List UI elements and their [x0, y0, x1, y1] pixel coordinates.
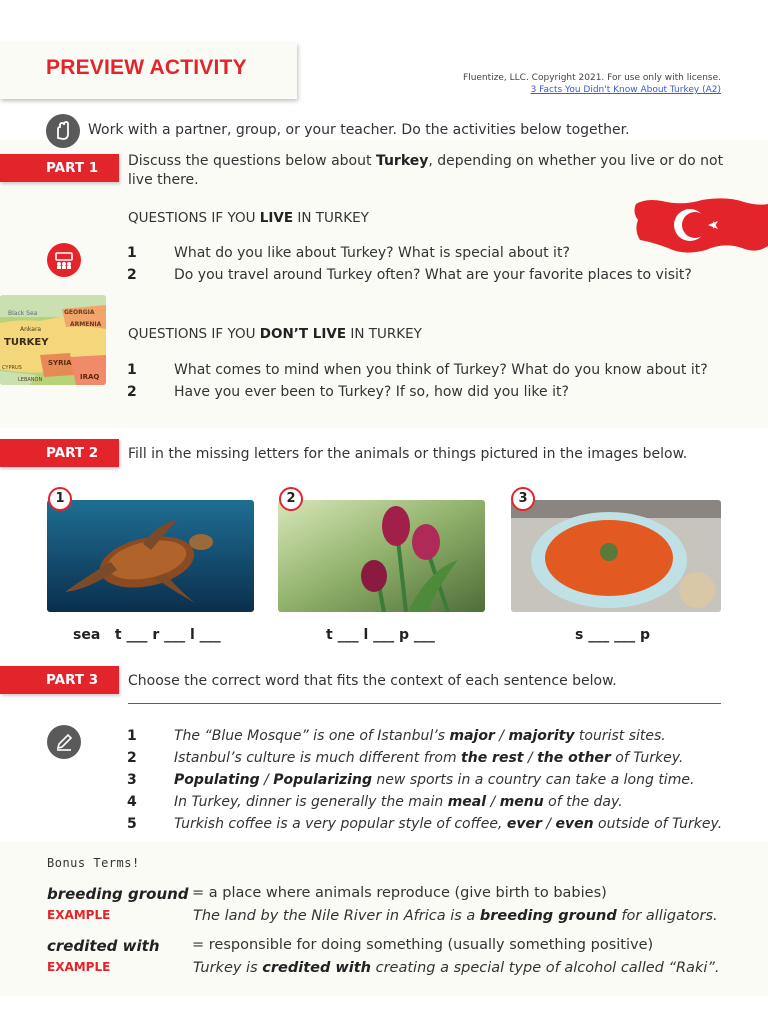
part3-instructions: Choose the correct word that fits the context of each sentence below. [128, 673, 617, 689]
choice-a[interactable]: major [449, 728, 495, 744]
copyright-text: Fluentize, LLC. Copyright 2021. For use only with license. [463, 73, 721, 83]
sentence-post: of the day. [543, 794, 623, 810]
choice-b[interactable]: majority [508, 728, 575, 744]
bonus-example-term: breeding ground [479, 908, 617, 924]
dont-q1-num: 1 [127, 362, 137, 378]
sentence-post: tourist sites. [574, 728, 666, 744]
item3-number-badge: 3 [511, 487, 535, 511]
bonus-definition-1: = a place where animals reproduce (give birth to babies) [192, 885, 607, 901]
part1-instr-post: , depending on whether you live or do not [428, 153, 724, 169]
dont-heading-pre: QUESTIONS IF YOU [128, 326, 260, 342]
sentence-post: outside of Turkey. [593, 816, 723, 832]
copyright-block [463, 72, 721, 96]
bonus-example-pre: The land by the Nile River in Africa is a [193, 908, 480, 924]
soup-image [511, 500, 721, 612]
bonus-example-label-1: EXAMPLE [47, 908, 111, 922]
choice-a[interactable]: Populating [174, 772, 260, 788]
map-label-iraq: IRAQ [80, 373, 100, 381]
map-label-armenia: ARMENIA [70, 321, 102, 328]
map-label-black-sea: Black Sea [8, 310, 38, 317]
turkey-map-image [0, 295, 106, 385]
part1-instructions [128, 152, 723, 190]
dont-q2-num: 2 [127, 384, 137, 400]
part1-instr-pre: Discuss the questions below about [128, 153, 376, 169]
sentence-number: 1 [127, 728, 137, 744]
bonus-example-post: creating a special type of alcohol called “Raki”. [371, 960, 720, 976]
choice-separator: / [541, 816, 556, 832]
dont-q1-text: What comes to mind when you think of Turkey? What do you know about it? [174, 362, 708, 378]
bonus-heading: Bonus Terms! [47, 856, 140, 870]
group-discussion-icon [47, 243, 81, 277]
live-q1-text: What do you like about Turkey? What is special about it? [174, 245, 570, 261]
choice-separator: / [486, 794, 500, 810]
choice-b[interactable]: Popularizing [273, 772, 372, 788]
bonus-example-pre: Turkey is [193, 960, 263, 976]
part1-instr-line2: live there. [128, 172, 199, 188]
live-q2-text: Do you travel around Turkey often? What are your favorite places to visit? [174, 267, 692, 283]
bonus-example-post: for alligators. [616, 908, 718, 924]
sentence [174, 794, 623, 810]
live-heading-post: IN TURKEY [293, 210, 369, 226]
item1-number-badge: 1 [48, 487, 72, 511]
dont-heading-post: IN TURKEY [346, 326, 422, 342]
lesson-link[interactable]: 3 Facts You Didn't Know About Turkey (A2) [530, 85, 721, 95]
sentence-pre: Turkish coffee is a very popular style of coffee, [174, 816, 507, 832]
part3-tag: PART 3 [0, 666, 119, 694]
bonus-example-label-2: EXAMPLE [47, 960, 111, 974]
intro-text: Work with a partner, group, or your teacher. Do the activities below together. [88, 122, 630, 138]
bonus-term-2: credited with [47, 937, 160, 955]
map-label-georgia: GEORGIA [64, 309, 95, 316]
choice-a[interactable]: meal [447, 794, 487, 810]
sentence [174, 816, 722, 832]
turkey-flag-image [632, 196, 768, 256]
sentence-number: 5 [127, 816, 137, 832]
sentence-number: 2 [127, 750, 137, 766]
sentence-post: of Turkey. [610, 750, 684, 766]
bonus-term-1: breeding ground [47, 885, 189, 903]
pencil-icon [47, 725, 81, 759]
choice-separator: / [523, 750, 538, 766]
part2-instructions: Fill in the missing letters for the animals or things pictured in the images below. [128, 446, 688, 462]
sentence [174, 728, 666, 744]
dont-q2-text: Have you ever been to Turkey? If so, how did you like it? [174, 384, 569, 400]
page-title: PREVIEW ACTIVITY [46, 56, 247, 79]
choice-b[interactable]: the other [537, 750, 611, 766]
sentence-number: 4 [127, 794, 137, 810]
sentence-pre: In Turkey, dinner is generally the main [174, 794, 448, 810]
part1-tag: PART 1 [0, 154, 119, 182]
choice-separator: / [494, 728, 509, 744]
bonus-example-2 [193, 960, 720, 976]
live-q2-num: 2 [127, 267, 137, 283]
part1-instr-bold: Turkey [375, 153, 429, 169]
choice-a[interactable]: the rest [461, 750, 524, 766]
choice-separator: / [259, 772, 274, 788]
live-heading [128, 210, 369, 226]
sentence-pre: The “Blue Mosque” is one of Istanbul’s [174, 728, 450, 744]
bonus-definition-2: = responsible for doing something (usually something positive) [192, 937, 654, 953]
item2-number-badge: 2 [279, 487, 303, 511]
sentence [174, 750, 683, 766]
sea-turtle-image [47, 500, 254, 612]
sentence-number: 3 [127, 772, 137, 788]
map-label-lebanon: LEBANON [18, 377, 43, 383]
map-label-cyprus: CYPRUS [2, 365, 22, 371]
choice-b[interactable]: menu [499, 794, 544, 810]
part3-divider [128, 703, 721, 704]
choice-a[interactable]: ever [506, 816, 542, 832]
live-q1-num: 1 [127, 245, 137, 261]
hand-icon [46, 114, 80, 148]
item1-blank[interactable]: sea t ___ r ___ l ___ [73, 627, 221, 643]
part2-tag: PART 2 [0, 439, 119, 467]
tulips-image [278, 500, 485, 612]
sentence-pre: Istanbul’s culture is much different from [174, 750, 462, 766]
map-label-syria: SYRIA [48, 359, 72, 367]
choice-b[interactable]: even [555, 816, 594, 832]
item3-blank[interactable]: s ___ ___ p [575, 627, 650, 643]
live-heading-bold: LIVE [259, 210, 294, 226]
bonus-example-1 [193, 908, 718, 924]
sentence [174, 772, 694, 788]
sentence-post: new sports in a country can take a long time. [371, 772, 695, 788]
dont-live-heading [128, 326, 422, 342]
map-label-turkey: TURKEY [4, 337, 49, 348]
live-heading-pre: QUESTIONS IF YOU [128, 210, 260, 226]
bonus-example-term: credited with [262, 960, 372, 976]
map-label-ankara: Ankara [20, 326, 42, 333]
item2-blank[interactable]: t ___ l ___ p ___ [326, 627, 435, 643]
dont-heading-bold: DON’T LIVE [259, 326, 347, 342]
